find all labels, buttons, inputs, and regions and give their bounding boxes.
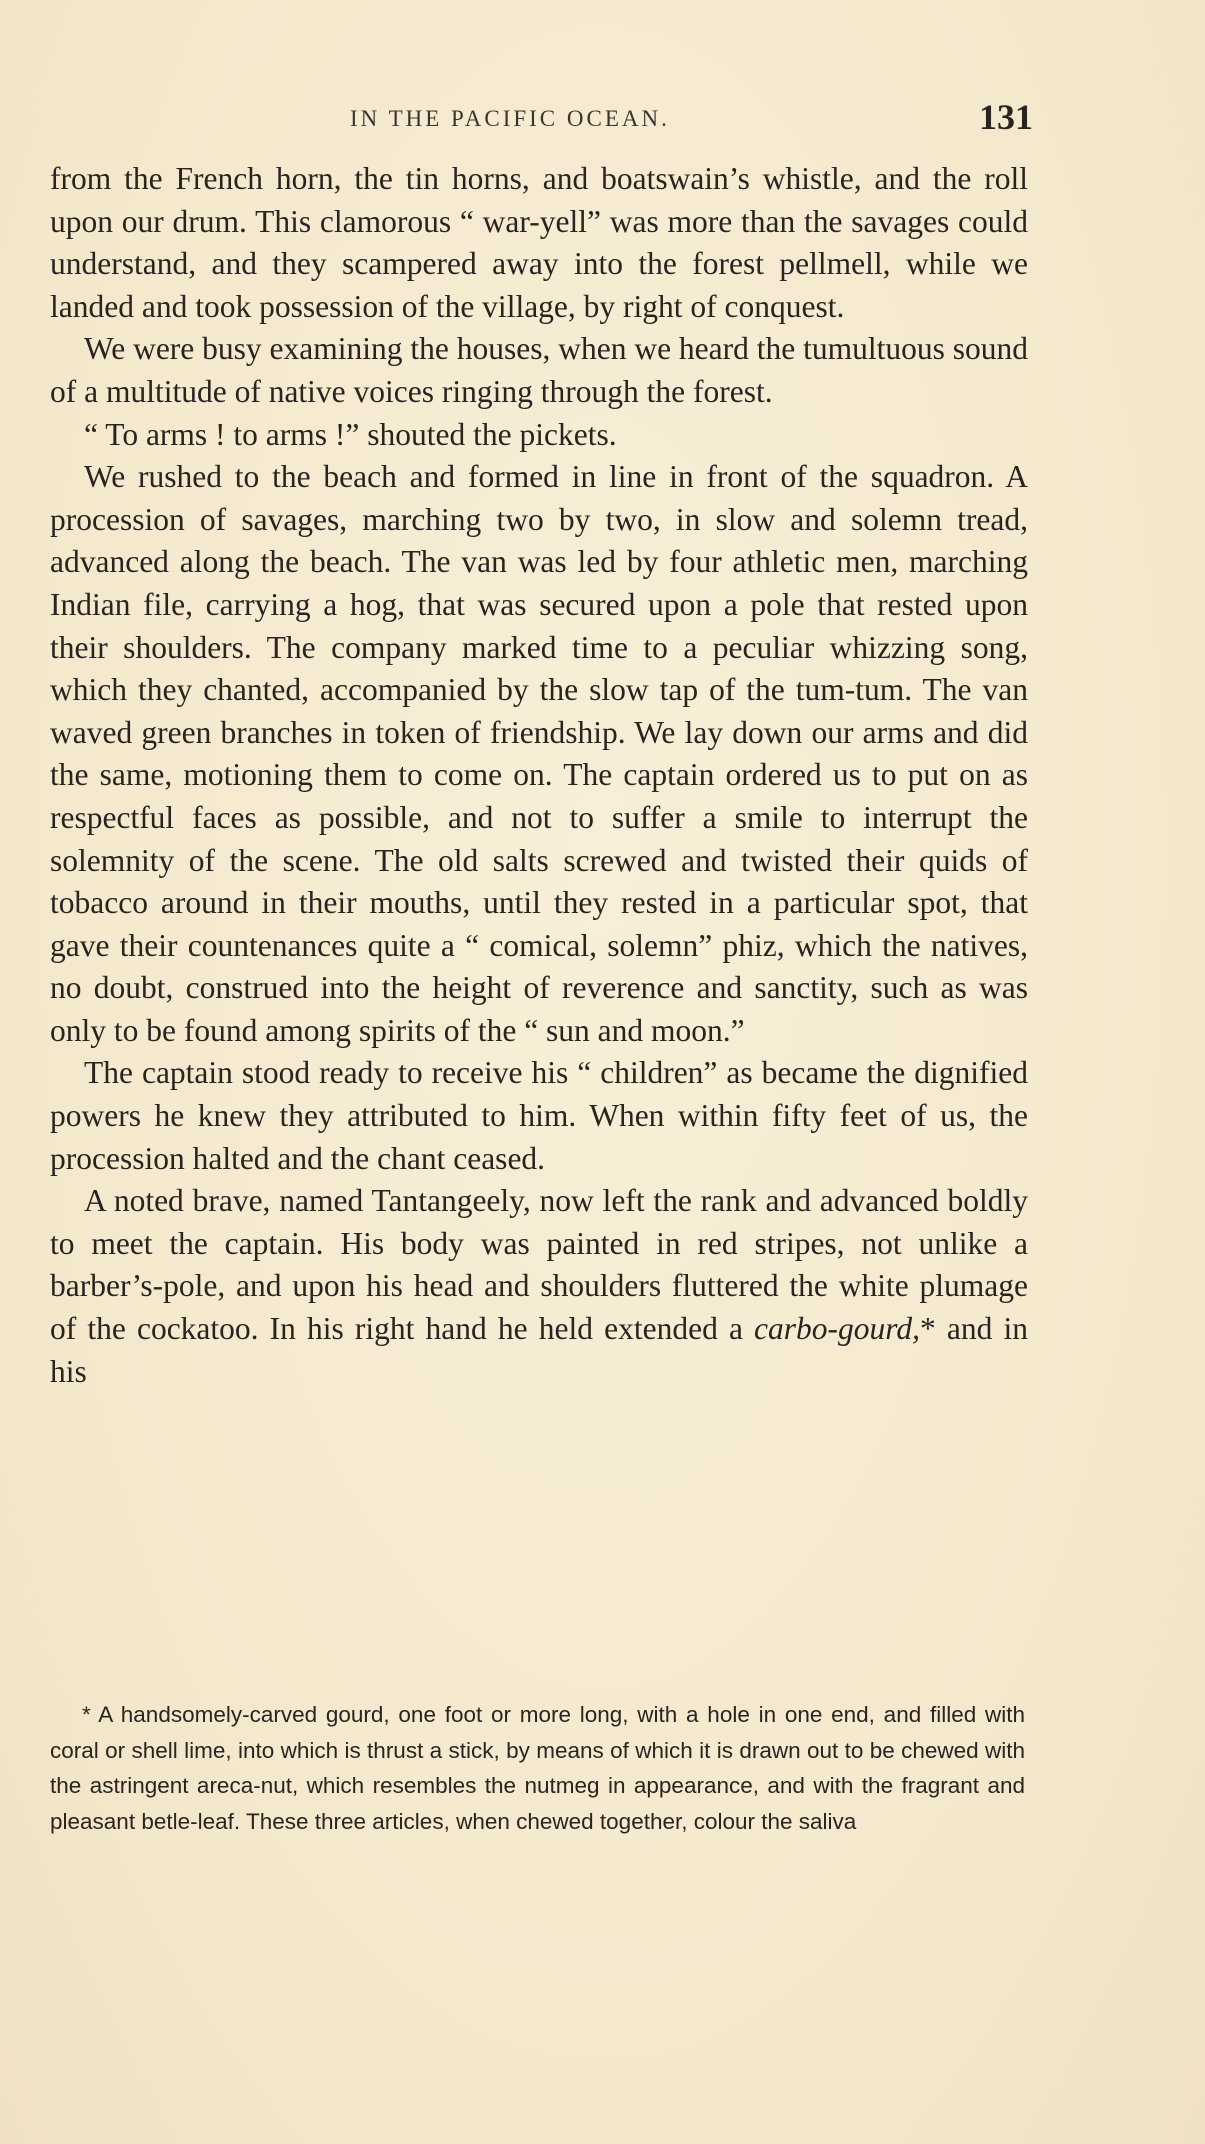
body-text bbox=[50, 158, 1028, 1393]
paragraph-3: “ To arms ! to arms !” shouted the pickets. bbox=[84, 416, 617, 452]
paragraph-6 bbox=[50, 1180, 1028, 1393]
paragraph-4: We rushed to the beach and formed in line in front of the squadron. A procession of savages, marching two by two, in slow and solemn tread, advanced along the beach. The van was led by four athletic men, marching Indian file, carrying a hog, that was secured upon a pole that rested upon their shoulders. The company marked time to a peculiar whizzing song, which they chanted, accompanied by the slow tap of the tum-tum. The van waved green branches in token of friendship. We lay down our arms and did the same, motioning them to come on. The captain ordered us to put on as respectful faces as possible, and not to suffer a smile to interrupt the solemnity of the scene. The old salts screwed and twisted their quids of tobacco around in their mouths, until they rested in a particular spot, that gave their countenances quite a “ comical, solemn” phiz, which the natives, no doubt, construed into the height of reverence and sanctity, such as was only to be found among spirits of the “ sun and moon.” bbox=[50, 459, 1028, 1048]
paragraph-6-text: A noted brave, named Tantangeely, now left the rank and advanced boldly to meet the captain. His body was painted in red stripes, not unlike a barber’s-pole, and upon his head and shoulders fluttered the white plumage of the cockatoo. In his right hand he held extended a bbox=[50, 1183, 1028, 1347]
footnote bbox=[50, 1697, 1025, 1840]
footnote-reference: * and in his bbox=[50, 1311, 1028, 1389]
paragraph-2: We were busy examining the houses, when we heard the tumultuous sound of a multitude of native voices ringing through the forest. bbox=[50, 331, 1029, 409]
paragraph-5: The captain stood ready to receive his “ children” as became the dignified powers he knew they attributed to him. When within fifty feet of us, the procession halted and the chant ceased. bbox=[50, 1055, 1028, 1176]
carbo-gourd-term: carbo-gourd, bbox=[754, 1311, 920, 1347]
running-title: IN THE PACIFIC OCEAN. bbox=[350, 106, 670, 131]
page-number: 131 bbox=[979, 97, 1033, 137]
footnote-text: * A handsomely-carved gourd, one foot or more long, with a hole in one end, and filled with coral or shell lime, into which is thrust a stick, by means of which it is drawn out to be chewed with the astringent areca-nut, which resembles the nutmeg in appearance, and with the fragrant and pleasant betle-leaf. These three articles, when chewed together, colour the saliva bbox=[50, 1702, 1025, 1835]
running-head bbox=[50, 96, 1033, 140]
paragraph-1: from the French horn, the tin horns, and boatswain’s whistle, and the roll upon our drum. This clamorous “ war-yell” was more than the savages could understand, and they scampered away into the forest pellmell, while we landed and took possession of the village, by right of conquest. bbox=[50, 161, 1028, 324]
